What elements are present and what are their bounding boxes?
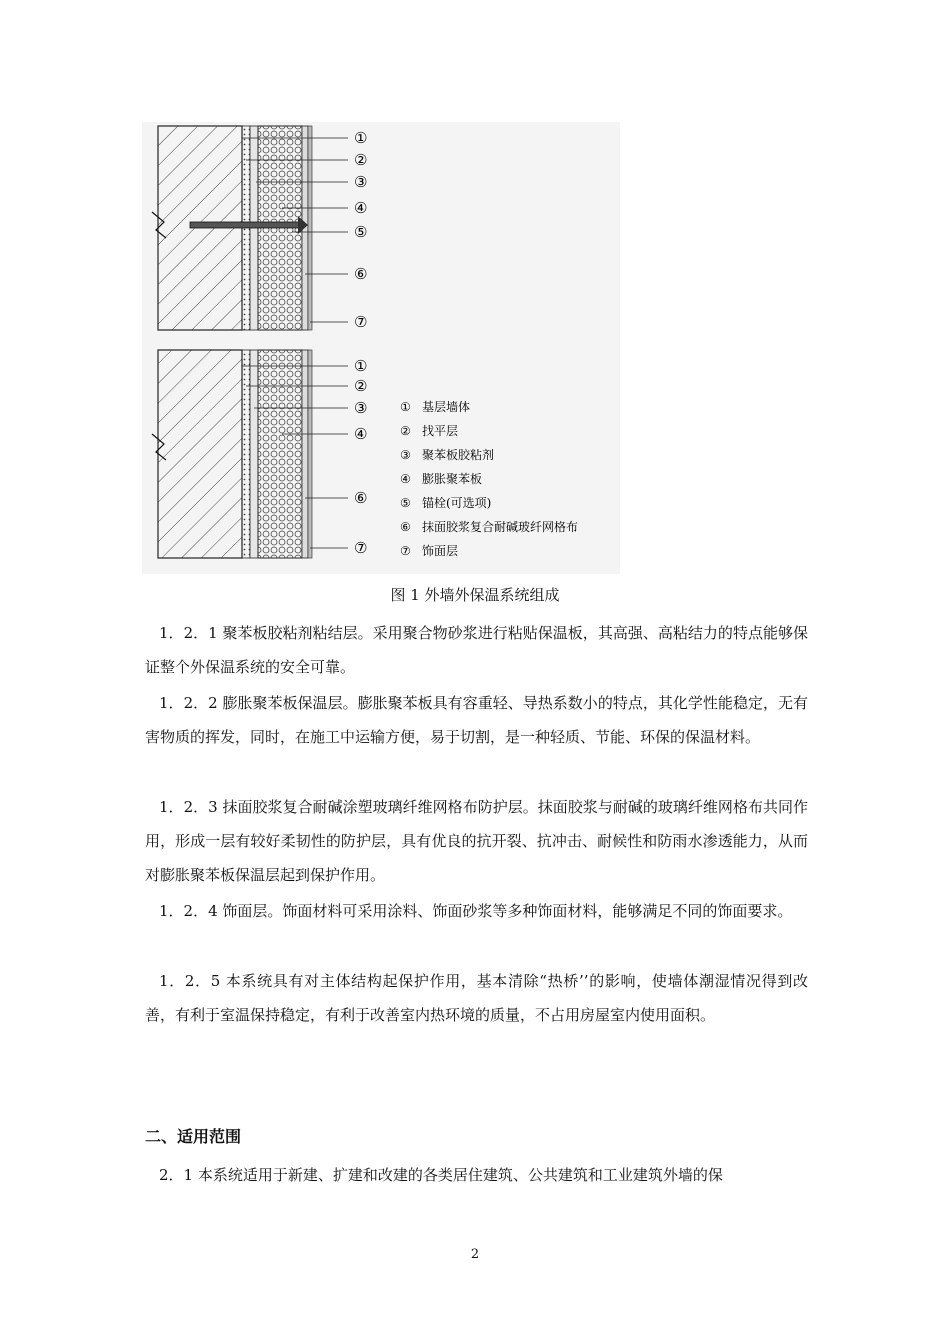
legend-num: ⑥ <box>400 520 411 534</box>
legend-num: ⑦ <box>400 544 411 558</box>
legend-text: 聚苯板胶粘剂 <box>422 448 495 462</box>
legend-num: ② <box>400 424 411 438</box>
callout: ⑥ <box>354 489 368 507</box>
paragraph-1-2-3: 1．2．3 抹面胶浆复合耐碱涂塑玻璃纤维网格布防护层。抹面胶浆与耐碱的玻璃纤维网格布共同作用，形成一层有较好柔韧性的防护层，具有优良的抗开裂、抗冲击、耐候性和防雨水渗透能力，从而对膨胀聚苯板保温层起到保护作用。 <box>145 798 808 884</box>
legend-text: 基层墙体 <box>422 400 471 414</box>
wall-insulation-diagram <box>142 122 620 574</box>
legend-text: 抹面胶浆复合耐碱玻纤网格布 <box>422 520 579 534</box>
paragraph-1-2-1: 1．2．1 聚苯板胶粘剂粘结层。采用聚合物砂浆进行粘贴保温板，其高强、高粘结力的特点能够保证整个外保温系统的安全可靠。 <box>145 624 808 676</box>
legend-text: 锚栓(可选项) <box>422 496 492 510</box>
paragraph-1-2-2: 1．2．2 膨胀聚苯板保温层。膨胀聚苯板具有容重轻、导热系数小的特点，其化学性能稳定，无有害物质的挥发，同时，在施工中运输方便，易于切割，是一种轻质、节能、环保的保温材料。 <box>145 694 808 746</box>
legend-num: ⑤ <box>400 496 411 510</box>
callout: ③ <box>354 173 368 191</box>
callout: ⑤ <box>354 223 368 241</box>
page-number: 2 <box>470 1247 480 1262</box>
callout: ⑦ <box>354 313 368 331</box>
figure-caption: 图 1 外墙外保温系统组成 <box>390 586 560 604</box>
section-paragraph: 2．1 本系统适用于新建、扩建和改建的各类居住建筑、公共建筑和工业建筑外墙的保 <box>159 1166 723 1184</box>
paragraph-1-2-5: 1．2．5 本系统具有对主体结构起保护作用，基本清除“热桥’’的影响，使墙体潮湿情况得到改善，有利于室温保持稳定，有利于改善室内热环境的质量，不占用房屋室内使用面积。 <box>145 972 808 1024</box>
callout: ④ <box>354 199 368 217</box>
legend-num: ③ <box>400 448 411 462</box>
legend-num: ① <box>400 400 411 414</box>
callout: ② <box>354 151 368 169</box>
legend-num: ④ <box>400 472 411 486</box>
legend-text: 膨胀聚苯板 <box>422 472 483 486</box>
callout: ③ <box>354 399 368 417</box>
callout: ④ <box>354 425 368 443</box>
callout: ② <box>354 377 368 395</box>
callout: ① <box>354 357 368 375</box>
callout: ⑦ <box>354 539 368 557</box>
legend-text: 饰面层 <box>422 544 459 558</box>
callout: ⑥ <box>354 265 368 283</box>
section-heading: 二、适用范围 <box>145 1127 242 1146</box>
paragraph-1-2-4: 1．2．4 饰面层。饰面材料可采用涂料、饰面砂浆等多种饰面材料，能够满足不同的饰面要求。 <box>159 902 793 920</box>
callout: ① <box>354 129 368 147</box>
legend-text: 找平层 <box>422 424 459 438</box>
